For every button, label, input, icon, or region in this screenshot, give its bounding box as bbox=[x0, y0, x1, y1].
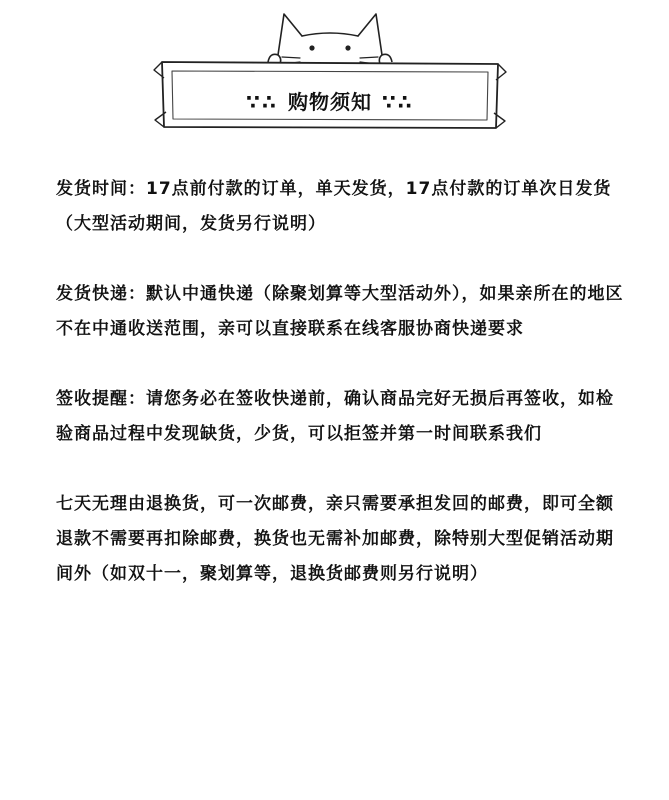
notice-signing bbox=[56, 382, 624, 452]
dots-left-decoration: ∵∴ bbox=[246, 90, 278, 114]
banner-title-row bbox=[150, 86, 510, 115]
dots-right-decoration: ∵∴ bbox=[382, 90, 414, 114]
notice-shipping-time bbox=[56, 172, 624, 242]
notice-text: 发货快递：默认中通快递（除聚划算等大型活动外），如果亲所在的地区不在中通收送范围，亲可以直接联系在线客服协商快递要求 bbox=[56, 284, 624, 339]
cat-left-eye bbox=[309, 45, 314, 50]
notice-text: 发货时间：17点前付款的订单，单天发货，17点付款的订单次日发货（大型活动期间，发货另行说明） bbox=[56, 179, 612, 234]
notice-banner bbox=[150, 0, 510, 140]
cat-right-eye bbox=[345, 45, 350, 50]
cat-right-ear bbox=[358, 14, 382, 55]
notice-text: 签收提醒：请您务必在签收快递前，确认商品完好无损后再签收，如检验商品过程中发现缺货，少货，可以拒签并第一时间联系我们 bbox=[56, 389, 614, 444]
notice-courier bbox=[56, 277, 624, 347]
cat-left-ear bbox=[278, 14, 302, 55]
cat-sign-illustration bbox=[150, 0, 510, 140]
notice-content bbox=[56, 172, 624, 627]
notice-returns bbox=[56, 487, 624, 592]
cat-head bbox=[302, 33, 358, 36]
notice-text: 七天无理由退换货，可一次邮费，亲只需要承担发回的邮费，即可全额退款不需要再扣除邮费，换货也无需补加邮费，除特别大型促销活动期间外（如双十一，聚划算等，退换货邮费则另行说明） bbox=[56, 494, 614, 584]
banner-title: 购物须知 bbox=[288, 90, 372, 114]
